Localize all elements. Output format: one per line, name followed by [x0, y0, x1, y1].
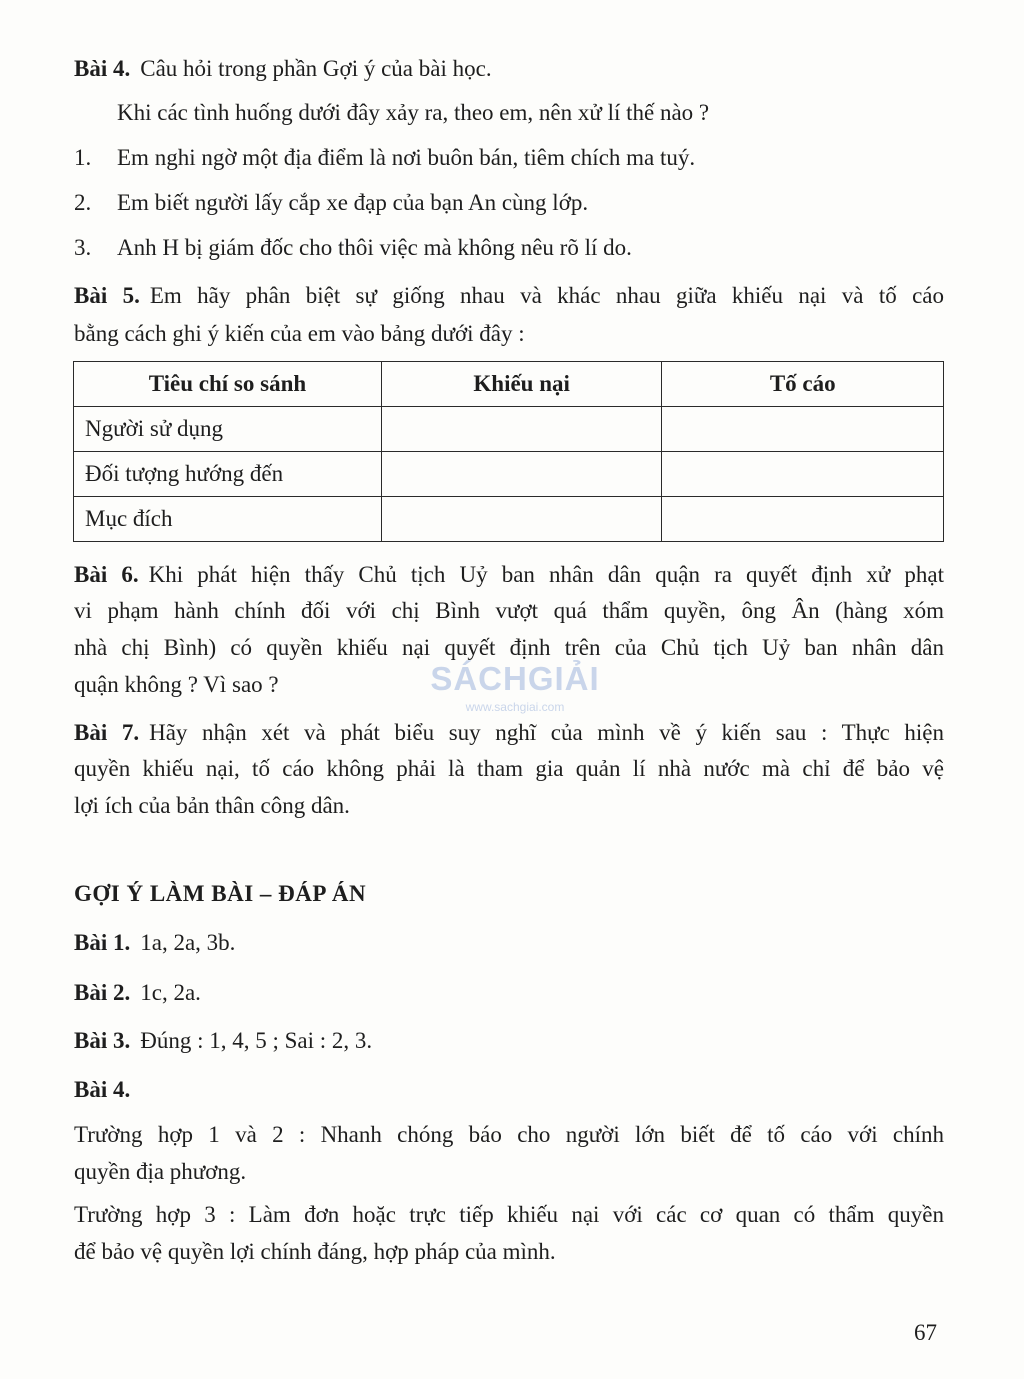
exercise-6-line-3: nhà chị Bình) có quyền khiếu nại quyết định trên của Chủ tịch Uỷ ban nhân dân [74, 635, 944, 660]
answer-1 [74, 931, 944, 954]
table-cell-empty [381, 497, 662, 542]
exercise-6-line-4: quận không ? Vì sao ? [74, 672, 279, 697]
table-cell-empty [662, 497, 944, 542]
exercise-7-label: Bài 7. [74, 720, 140, 745]
comparison-table [73, 361, 944, 542]
answer-3 [74, 1029, 944, 1052]
exercise-4-item-2-text: Em biết người lấy cắp xe đạp của bạn An cùng lớp. [117, 190, 589, 215]
answer-2-label: Bài 2. [74, 980, 131, 1005]
watermark-url: www.sachgiai.com [465, 700, 565, 714]
exercise-5-label: Bài 5. [74, 283, 140, 308]
table-row [74, 407, 944, 452]
answer-3-label: Bài 3. [74, 1028, 131, 1053]
exercise-4 [74, 57, 944, 80]
exercise-7-line-1 [74, 721, 944, 744]
table-header-denunciation: Tố cáo [662, 362, 944, 407]
table-cell-empty [381, 452, 662, 497]
answer-3-text: Đúng : 1, 4, 5 ; Sai : 2, 3. [140, 1028, 373, 1053]
answer-1-text: 1a, 2a, 3b. [140, 930, 236, 955]
exercise-4-item-2-number: 2. [74, 190, 92, 215]
table-header-complaint: Khiếu nại [381, 362, 662, 407]
exercise-4-item-3-text: Anh H bị giám đốc cho thôi việc mà không nêu rõ lí do. [117, 235, 632, 260]
table-row-label: Người sử dụng [74, 407, 382, 452]
exercise-7-line-2: quyền khiếu nại, tố cáo không phải là tham gia quản lí nhà nước mà chỉ để bảo vệ [74, 756, 944, 781]
table-row [74, 452, 944, 497]
exercise-5-text: Em hãy phân biệt sự giống nhau và khác nhau giữa khiếu nại và tố cáo [149, 283, 944, 308]
exercise-5-line-1 [74, 284, 944, 307]
table-cell-empty [381, 407, 662, 452]
table-row [74, 497, 944, 542]
exercise-7-line-3: lợi ích của bản thân công dân. [74, 793, 350, 818]
watermark-brand: SÁCHGIẢI [430, 660, 600, 697]
exercise-4-intro: Khi các tình huống dưới đây xảy ra, theo em, nên xử lí thế nào ? [117, 100, 710, 125]
answer-4-case3-line-1: Trường hợp 3 : Làm đơn hoặc trực tiếp khiếu nại với các cơ quan có thẩm quyền [74, 1202, 944, 1227]
answer-4-case12-line-1: Trường hợp 1 và 2 : Nhanh chóng báo cho người lớn biết để tố cáo với chính [74, 1122, 944, 1147]
exercise-4-item-1-number: 1. [74, 145, 92, 170]
answer-2 [74, 981, 944, 1004]
table-cell-empty [662, 452, 944, 497]
exercise-6-line-1 [74, 563, 944, 586]
exercise-6-text: Khi phát hiện thấy Chủ tịch Uỷ ban nhân dân quận ra quyết định xử phạt [148, 562, 944, 587]
answer-2-text: 1c, 2a. [140, 980, 201, 1005]
answer-1-label: Bài 1. [74, 930, 131, 955]
exercise-4-label: Bài 4. [74, 56, 131, 81]
exercise-4-text: Câu hỏi trong phần Gợi ý của bài học. [140, 56, 492, 81]
exercise-4-item-3-number: 3. [74, 235, 92, 260]
table-header-criteria: Tiêu chí so sánh [74, 362, 382, 407]
table-header-row [74, 362, 944, 407]
exercise-5-line-2: bằng cách ghi ý kiến của em vào bảng dưới đây : [74, 321, 525, 346]
exercise-7-text: Hãy nhận xét và phát biểu suy nghĩ của mình về ý kiến sau : Thực hiện [149, 720, 944, 745]
table-row-label: Đối tượng hướng đến [74, 452, 382, 497]
table-row-label: Mục đích [74, 497, 382, 542]
exercise-4-item-1-text: Em nghi ngờ một địa điểm là nơi buôn bán, tiêm chích ma tuý. [117, 145, 696, 170]
exercise-6-label: Bài 6. [74, 562, 139, 587]
table-cell-empty [662, 407, 944, 452]
exercise-6-line-2: vi phạm hành chính đối với chị Bình vượt quá thẩm quyền, ông Ân (hàng xóm [74, 598, 944, 623]
answer-4-label: Bài 4. [74, 1077, 131, 1102]
answer-4-case3-line-2: để bảo vệ quyền lợi chính đáng, hợp pháp của mình. [74, 1239, 556, 1264]
answer-4-case12-line-2: quyền địa phương. [74, 1159, 247, 1184]
page-number: 67 [914, 1320, 937, 1345]
answers-heading: GỢI Ý LÀM BÀI – ĐÁP ÁN [74, 881, 367, 906]
